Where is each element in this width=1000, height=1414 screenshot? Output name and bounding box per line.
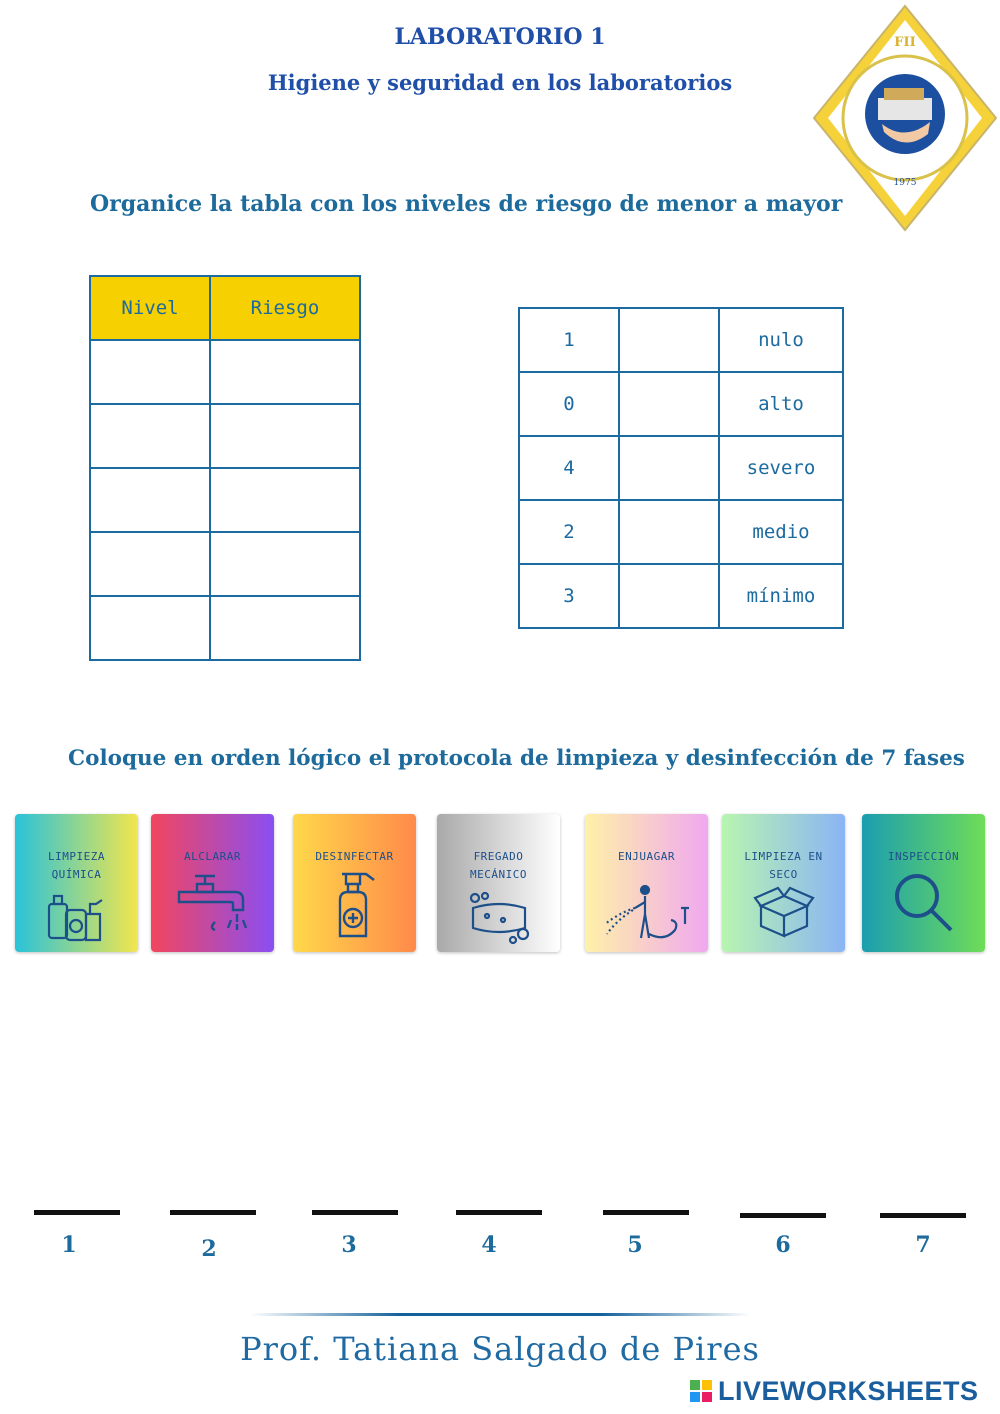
answer-slot-1[interactable]: [34, 1210, 120, 1215]
blank-cell[interactable]: [619, 500, 719, 564]
answer-slot-7[interactable]: [880, 1213, 966, 1218]
sponge-icon: [467, 890, 531, 946]
author-name: Prof. Tatiana Salgado de Pires: [240, 1330, 760, 1368]
magnifier-icon: [889, 870, 959, 940]
slot-number: 6: [775, 1232, 791, 1258]
answer-cell[interactable]: [210, 468, 360, 532]
card-label: ALCLARAR: [184, 850, 241, 863]
slot-number: 2: [201, 1236, 217, 1262]
table-row: [90, 596, 360, 660]
box-icon: [753, 886, 815, 938]
card-label: LIMPIEZA EN SECO: [744, 850, 823, 881]
table-row: [90, 532, 360, 596]
blank-cell[interactable]: [619, 308, 719, 372]
table-row: [519, 308, 843, 372]
answer-cell[interactable]: [210, 340, 360, 404]
level-cell: 1: [519, 308, 619, 372]
answer-slot-2[interactable]: [170, 1210, 256, 1215]
slot-number: 5: [627, 1232, 643, 1258]
slot-number: 3: [341, 1232, 357, 1258]
liveworksheets-brand[interactable]: [690, 1376, 990, 1406]
answer-slot-6[interactable]: [740, 1213, 826, 1218]
risk-table-instruction: Organice la tabla con los niveles de riesgo de menor a mayor: [90, 191, 843, 217]
answer-cell[interactable]: [210, 404, 360, 468]
card-label: ENJUAGAR: [618, 850, 675, 863]
level-cell: 4: [519, 436, 619, 500]
card-label: DESINFECTAR: [315, 850, 394, 863]
footer-divider: [250, 1313, 750, 1316]
table-row: [519, 372, 843, 436]
answer-cell[interactable]: [90, 468, 210, 532]
risk-cell: medio: [719, 500, 843, 564]
card-fregado-mecanico[interactable]: [437, 814, 560, 952]
risk-cell: mínimo: [719, 564, 843, 628]
level-cell: 0: [519, 372, 619, 436]
page-title: LABORATORIO 1: [394, 24, 606, 50]
card-label: LIMPIEZA QUÍMICA: [48, 850, 105, 881]
options-risk-table: [518, 307, 844, 629]
page-subtitle: Higiene y seguridad en los laboratorios: [267, 70, 733, 95]
answer-slot-4[interactable]: [456, 1210, 542, 1215]
answer-cell[interactable]: [210, 596, 360, 660]
spray-bottle-icon: [330, 870, 380, 942]
table-row: [519, 436, 843, 500]
column-header-nivel: Nivel: [90, 276, 210, 340]
protocol-instruction: Coloque en orden lógico el protocola de limpieza y desinfección de 7 fases: [68, 746, 965, 771]
brand-text: LIVEWORKSHEETS: [718, 1376, 979, 1406]
blank-cell[interactable]: [619, 436, 719, 500]
table-row: [90, 404, 360, 468]
table-row: [519, 564, 843, 628]
card-limpieza-en-seco[interactable]: [722, 814, 845, 952]
slot-number: 4: [481, 1232, 497, 1258]
answer-slot-5[interactable]: [603, 1210, 689, 1215]
hose-worker-icon: [599, 884, 695, 942]
card-inspeccion[interactable]: [862, 814, 985, 952]
card-enjuagar[interactable]: [585, 814, 708, 952]
card-limpieza-quimica[interactable]: [15, 814, 138, 952]
svg-text:1975: 1975: [893, 178, 917, 188]
risk-cell: nulo: [719, 308, 843, 372]
blank-cell[interactable]: [619, 564, 719, 628]
table-row: [519, 500, 843, 564]
card-alclarar[interactable]: [151, 814, 274, 952]
table-header-row: [90, 276, 360, 340]
faucet-icon: [175, 870, 251, 932]
slot-number: 7: [915, 1232, 931, 1258]
risk-cell: alto: [719, 372, 843, 436]
answer-cell[interactable]: [90, 532, 210, 596]
answer-cell[interactable]: [90, 596, 210, 660]
table-row: [90, 340, 360, 404]
answer-cell[interactable]: [90, 404, 210, 468]
slot-number: 1: [61, 1232, 77, 1258]
card-label: FREGADO MECÁNICO: [470, 850, 527, 881]
blank-cell[interactable]: [619, 372, 719, 436]
answer-risk-table: [89, 275, 361, 661]
answer-cell[interactable]: [210, 532, 360, 596]
column-header-riesgo: Riesgo: [210, 276, 360, 340]
card-desinfectar[interactable]: [293, 814, 416, 952]
table-row: [90, 468, 360, 532]
chemical-bottles-icon: [46, 884, 108, 944]
level-cell: 3: [519, 564, 619, 628]
svg-text:FII: FII: [894, 35, 916, 50]
card-label: INSPECCIÓN: [887, 850, 960, 863]
level-cell: 2: [519, 500, 619, 564]
risk-cell: severo: [719, 436, 843, 500]
answer-slot-3[interactable]: [312, 1210, 398, 1215]
liveworksheets-logo-icon: [690, 1380, 714, 1404]
answer-cell[interactable]: [90, 340, 210, 404]
